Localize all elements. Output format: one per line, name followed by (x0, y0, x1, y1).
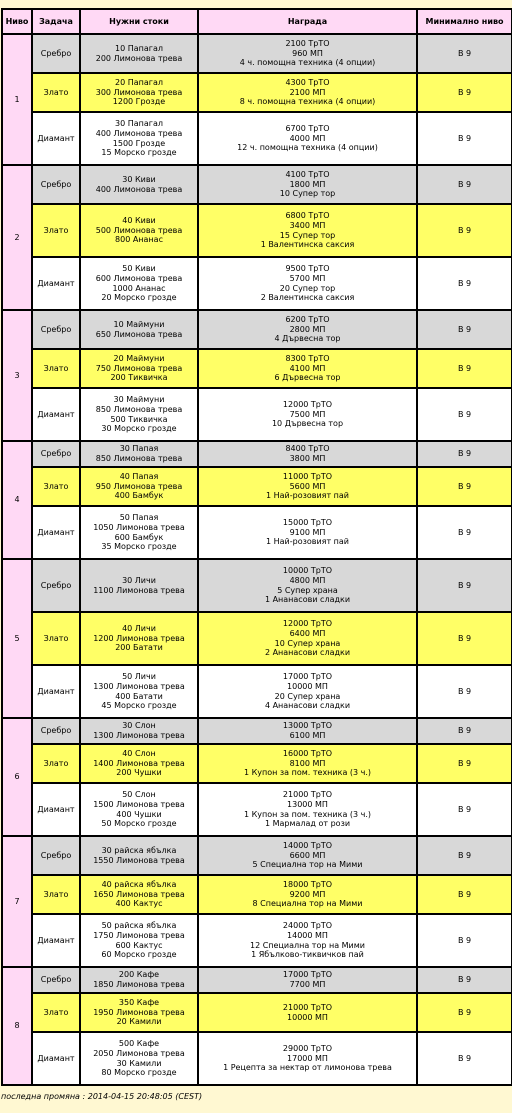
task-row (2, 744, 512, 783)
reward-item: 12 ч. помощна техника (4 опции) (237, 143, 378, 153)
task-row (2, 718, 512, 744)
goods-item: 1050 Лимонова трева (93, 522, 185, 532)
reward-cell (198, 204, 417, 257)
goods-item: 800 Ананас (115, 235, 163, 245)
goods-item: 60 Морско грозде (101, 950, 177, 960)
task-cell: Диамант (32, 914, 80, 967)
goods-item: 10 Маймуни (113, 319, 165, 329)
reward-item: 960 МП (292, 48, 323, 58)
goods-cell (80, 165, 198, 204)
task-row (2, 612, 512, 665)
goods-item: 200 Тиквичка (110, 373, 168, 383)
reward-cell (198, 744, 417, 783)
task-row (2, 310, 512, 349)
reward-cell (198, 783, 417, 836)
goods-item: 30 Киви (122, 174, 156, 184)
reward-item: 4000 МП (289, 133, 326, 143)
goods-item: 1300 Лимонова трева (93, 681, 185, 691)
reward-item: 2 Валентинска саксия (260, 293, 355, 303)
reward-item: 13000 МП (287, 799, 328, 809)
goods-item: 1000 Ананас (112, 283, 166, 293)
task-row (2, 914, 512, 967)
goods-item: 10 Папагал (115, 43, 163, 53)
min-level-cell: В 9 (417, 559, 512, 612)
reward-item: 6 Дървесна тор (274, 373, 341, 383)
goods-cell (80, 783, 198, 836)
goods-item: 15 Морско грозде (101, 148, 177, 158)
task-row (2, 1032, 512, 1085)
header-goods: Нужни стоки (80, 9, 198, 34)
header-row (2, 9, 512, 34)
reward-cell (198, 1032, 417, 1085)
min-level-cell: В 9 (417, 967, 512, 993)
goods-cell (80, 875, 198, 914)
goods-item: 1500 Лимонова трева (93, 799, 185, 809)
goods-item: 40 Личи (122, 623, 156, 633)
reward-item: 13000 ТрТО (282, 721, 333, 731)
goods-item: 30 Морско грозде (101, 424, 177, 434)
reward-cell (198, 914, 417, 967)
min-level-cell: В 9 (417, 914, 512, 967)
task-row (2, 34, 512, 73)
reward-cell (198, 993, 417, 1032)
min-level-cell: В 9 (417, 112, 512, 165)
goods-item: 50 Личи (122, 672, 156, 682)
goods-cell (80, 467, 198, 506)
reward-cell (198, 388, 417, 441)
header-task: Задача (32, 9, 80, 34)
goods-item: 500 Лимонова трева (95, 225, 183, 235)
reward-item: 3800 МП (289, 454, 326, 463)
reward-item: 7500 МП (289, 409, 326, 419)
reward-item: 9500 ТрТО (285, 264, 330, 274)
goods-item: 400 Бамбук (114, 491, 164, 501)
reward-item: 1 Най-розовият пай (265, 537, 350, 547)
reward-item: 12 Специална тор на Мими (250, 940, 365, 950)
goods-item: 40 Папая (119, 471, 159, 481)
reward-cell (198, 349, 417, 388)
goods-item: 1850 Лимонова трева (93, 980, 185, 989)
goods-cell (80, 112, 198, 165)
min-level-cell: В 9 (417, 467, 512, 506)
goods-item: 600 Кактус (115, 940, 163, 950)
goods-item: 20 Камили (116, 1017, 162, 1027)
reward-item: 1 Ананасови сладки (264, 595, 351, 605)
reward-item: 18000 ТрТО (282, 879, 333, 889)
header-min-level: Минимално ниво (417, 9, 512, 34)
goods-item: 30 Камили (116, 1058, 162, 1068)
task-cell: Диамант (32, 388, 80, 441)
goods-cell (80, 836, 198, 875)
reward-cell (198, 559, 417, 612)
reward-item: 6200 ТрТО (285, 314, 330, 324)
min-level-cell: В 9 (417, 506, 512, 559)
reward-item: 10 Супер тор (279, 189, 336, 199)
reward-item: 1 Валентинска саксия (260, 240, 355, 250)
reward-item: 2800 МП (289, 324, 326, 334)
reward-item: 11000 ТрТО (282, 471, 333, 481)
goods-item: 500 Тиквичка (110, 414, 168, 424)
task-row (2, 506, 512, 559)
min-level-cell: В 9 (417, 1032, 512, 1085)
reward-item: 10000 МП (287, 1012, 328, 1022)
min-level-cell: В 9 (417, 993, 512, 1032)
goods-item: 40 Киви (122, 215, 156, 225)
reward-item: 5 Супер храна (277, 585, 338, 595)
goods-item: 50 Киви (122, 264, 156, 274)
level-cell: 5 (2, 559, 32, 718)
reward-item: 1 Най-розовият пай (265, 491, 350, 501)
goods-cell (80, 559, 198, 612)
reward-item: 17000 ТрТО (282, 672, 333, 682)
reward-item: 10000 ТрТО (282, 566, 333, 576)
goods-cell (80, 665, 198, 718)
goods-item: 30 райска ябълка (101, 845, 177, 855)
task-row (2, 967, 512, 993)
goods-item: 200 Кафе (118, 970, 160, 980)
goods-item: 850 Лимонова трева (95, 454, 183, 463)
reward-item: 7700 МП (289, 980, 326, 989)
reward-item: 8400 ТрТО (285, 444, 330, 454)
reward-item: 4 Ананасови сладки (264, 701, 351, 711)
goods-item: 650 Лимонова трева (95, 329, 183, 339)
reward-item: 21000 ТрТО (282, 790, 333, 800)
min-level-cell: В 9 (417, 612, 512, 665)
task-cell: Злато (32, 204, 80, 257)
task-row (2, 993, 512, 1032)
reward-item: 9200 МП (289, 889, 326, 899)
min-level-cell: В 9 (417, 836, 512, 875)
reward-item: 14000 ТрТО (282, 840, 333, 850)
min-level-cell: В 9 (417, 665, 512, 718)
goods-cell (80, 73, 198, 112)
goods-item: 350 Кафе (118, 997, 160, 1007)
reward-item: 6700 ТрТО (285, 123, 330, 133)
task-cell: Сребро (32, 718, 80, 744)
task-cell: Злато (32, 467, 80, 506)
goods-cell (80, 967, 198, 993)
reward-item: 1 Ябълково-тиквичков пай (251, 950, 364, 960)
reward-item: 1 Рецепта за нектар от лимонова трева (223, 1063, 392, 1073)
reward-item: 24000 ТрТО (282, 921, 333, 931)
goods-item: 50 райска ябълка (101, 921, 177, 931)
task-cell: Сребро (32, 836, 80, 875)
reward-cell (198, 665, 417, 718)
reward-item: 15 Супер тор (279, 230, 336, 240)
min-level-cell: В 9 (417, 744, 512, 783)
goods-cell (80, 1032, 198, 1085)
goods-item: 1200 Лимонова трева (93, 633, 185, 643)
goods-item: 600 Бамбук (114, 532, 164, 542)
goods-item: 950 Лимонова трева (95, 481, 183, 491)
reward-item: 2 Ананасови сладки (264, 648, 351, 658)
reward-item: 5600 МП (289, 481, 326, 491)
reward-item: 8300 ТрТО (285, 353, 330, 363)
task-cell: Сребро (32, 34, 80, 73)
reward-item: 10000 МП (287, 681, 328, 691)
goods-item: 1300 Лимонова трева (93, 731, 185, 740)
goods-item: 500 Кафе (118, 1039, 160, 1049)
reward-item: 4800 МП (289, 575, 326, 585)
min-level-cell: В 9 (417, 388, 512, 441)
level-cell: 2 (2, 165, 32, 310)
reward-item: 8100 МП (289, 758, 326, 768)
goods-cell (80, 914, 198, 967)
goods-item: 35 Морско грозде (101, 542, 177, 552)
reward-item: 4100 ТрТО (285, 169, 330, 179)
task-cell: Сребро (32, 441, 80, 467)
goods-item: 30 Маймуни (113, 395, 165, 405)
min-level-cell: В 9 (417, 310, 512, 349)
min-level-cell: В 9 (417, 257, 512, 310)
quest-table (1, 8, 512, 1086)
goods-item: 30 Папагал (115, 119, 163, 129)
reward-cell (198, 441, 417, 467)
goods-item: 1400 Лимонова трева (93, 758, 185, 768)
reward-item: 20 Супер храна (274, 691, 341, 701)
goods-item: 30 Личи (122, 575, 156, 585)
reward-item: 4 ч. помощна техника (4 опции) (239, 58, 376, 68)
goods-item: 200 Чушки (116, 768, 162, 778)
task-cell: Злато (32, 744, 80, 783)
goods-item: 40 Слон (122, 748, 156, 758)
reward-cell (198, 310, 417, 349)
reward-cell (198, 718, 417, 744)
reward-item: 3400 МП (289, 220, 326, 230)
task-row (2, 783, 512, 836)
goods-item: 45 Морско грозде (101, 701, 177, 711)
task-cell: Диамант (32, 783, 80, 836)
reward-cell (198, 165, 417, 204)
reward-cell (198, 506, 417, 559)
reward-item: 1 Купон за пом. техника (3 ч.) (243, 768, 372, 778)
goods-item: 850 Лимонова трева (95, 404, 183, 414)
min-level-cell: В 9 (417, 349, 512, 388)
goods-item: 600 Лимонова трева (95, 273, 183, 283)
task-cell: Злато (32, 875, 80, 914)
goods-item: 1200 Грозде (112, 97, 166, 107)
goods-cell (80, 204, 198, 257)
goods-item: 20 Маймуни (113, 353, 165, 363)
goods-item: 200 Лимонова трева (95, 53, 183, 63)
reward-item: 4 Дървесна тор (274, 334, 341, 344)
reward-item: 21000 ТрТО (282, 1002, 333, 1012)
reward-item: 10 Супер храна (274, 638, 341, 648)
task-cell: Злато (32, 993, 80, 1032)
reward-item: 8 ч. помощна техника (4 опции) (239, 97, 376, 107)
goods-item: 400 Батати (115, 691, 163, 701)
min-level-cell: В 9 (417, 718, 512, 744)
task-row (2, 204, 512, 257)
reward-cell (198, 34, 417, 73)
goods-item: 30 Слон (122, 721, 156, 731)
min-level-cell: В 9 (417, 441, 512, 467)
reward-item: 14000 МП (287, 930, 328, 940)
goods-item: 20 Папагал (115, 77, 163, 87)
goods-cell (80, 349, 198, 388)
goods-item: 2050 Лимонова трева (93, 1048, 185, 1058)
goods-item: 400 Чушки (116, 809, 162, 819)
goods-item: 1500 Грозде (112, 138, 166, 148)
goods-item: 300 Лимонова трева (95, 87, 183, 97)
reward-item: 5 Специална тор на Мими (252, 860, 363, 870)
goods-item: 1650 Лимонова трева (93, 889, 185, 899)
task-cell: Диамант (32, 257, 80, 310)
reward-item: 17000 МП (287, 1053, 328, 1063)
level-cell: 8 (2, 967, 32, 1085)
reward-cell (198, 875, 417, 914)
task-row (2, 388, 512, 441)
task-row (2, 836, 512, 875)
reward-item: 1 Мармалад от рози (264, 819, 351, 829)
reward-cell (198, 112, 417, 165)
level-cell: 6 (2, 718, 32, 836)
goods-item: 50 Морско грозде (101, 819, 177, 829)
goods-item: 400 Кактус (115, 899, 163, 909)
reward-item: 5700 МП (289, 273, 326, 283)
goods-item: 400 Лимонова трева (95, 184, 183, 194)
task-row (2, 165, 512, 204)
goods-item: 20 Морско грозде (101, 293, 177, 303)
task-row (2, 665, 512, 718)
min-level-cell: В 9 (417, 34, 512, 73)
goods-item: 750 Лимонова трева (95, 363, 183, 373)
goods-cell (80, 441, 198, 467)
reward-item: 1800 МП (289, 179, 326, 189)
goods-cell (80, 744, 198, 783)
reward-item: 4100 МП (289, 363, 326, 373)
goods-item: 1750 Лимонова трева (93, 930, 185, 940)
goods-item: 400 Лимонова трева (95, 128, 183, 138)
task-cell: Диамант (32, 1032, 80, 1085)
reward-cell (198, 257, 417, 310)
reward-item: 6400 МП (289, 628, 326, 638)
reward-item: 12000 ТрТО (282, 619, 333, 629)
reward-item: 10 Дървесна тор (271, 419, 344, 429)
task-cell: Сребро (32, 165, 80, 204)
level-cell: 4 (2, 441, 32, 559)
goods-item: 50 Слон (122, 790, 156, 800)
reward-cell (198, 73, 417, 112)
reward-item: 29000 ТрТО (282, 1043, 333, 1053)
task-cell: Сребро (32, 967, 80, 993)
task-cell: Диамант (32, 665, 80, 718)
task-row (2, 257, 512, 310)
reward-item: 6800 ТрТО (285, 211, 330, 221)
goods-cell (80, 718, 198, 744)
task-cell: Диамант (32, 112, 80, 165)
reward-item: 12000 ТрТО (282, 399, 333, 409)
goods-cell (80, 612, 198, 665)
goods-item: 30 Папая (119, 444, 159, 454)
reward-cell (198, 967, 417, 993)
reward-cell (198, 612, 417, 665)
goods-cell (80, 506, 198, 559)
header-level: Ниво (2, 9, 32, 34)
task-row (2, 73, 512, 112)
task-row (2, 559, 512, 612)
min-level-cell: В 9 (417, 875, 512, 914)
reward-item: 2100 ТрТО (285, 38, 330, 48)
last-modified: последна промяна : 2014-04-15 20:48:05 (CEST) (1, 1092, 203, 1101)
goods-cell (80, 388, 198, 441)
reward-item: 16000 ТрТО (282, 748, 333, 758)
task-cell: Диамант (32, 506, 80, 559)
level-cell: 3 (2, 310, 32, 441)
reward-item: 20 Супер тор (279, 283, 336, 293)
min-level-cell: В 9 (417, 73, 512, 112)
task-cell: Злато (32, 612, 80, 665)
task-cell: Злато (32, 73, 80, 112)
task-row (2, 112, 512, 165)
goods-item: 40 райска ябълка (101, 879, 177, 889)
goods-item: 80 Морско грозде (101, 1068, 177, 1078)
level-cell: 1 (2, 34, 32, 165)
reward-item: 6600 МП (289, 850, 326, 860)
task-cell: Сребро (32, 559, 80, 612)
goods-item: 1950 Лимонова трева (93, 1007, 185, 1017)
task-row (2, 349, 512, 388)
goods-item: 1100 Лимонова трева (93, 585, 185, 595)
goods-item: 1550 Лимонова трева (93, 855, 185, 865)
reward-cell (198, 836, 417, 875)
reward-item: 17000 ТрТО (282, 970, 333, 980)
task-row (2, 441, 512, 467)
goods-cell (80, 993, 198, 1032)
reward-item: 4300 ТрТО (285, 77, 330, 87)
reward-cell (198, 467, 417, 506)
header-reward: Награда (198, 9, 417, 34)
level-cell: 7 (2, 836, 32, 967)
reward-item: 15000 ТрТО (282, 517, 333, 527)
task-cell: Сребро (32, 310, 80, 349)
task-row (2, 875, 512, 914)
goods-item: 200 Батати (115, 643, 163, 653)
min-level-cell: В 9 (417, 783, 512, 836)
goods-item: 50 Папая (119, 513, 159, 523)
reward-item: 6100 МП (289, 731, 326, 740)
goods-cell (80, 257, 198, 310)
reward-item: 1 Купон за пом. техника (3 ч.) (243, 809, 372, 819)
goods-cell (80, 34, 198, 73)
task-cell: Злато (32, 349, 80, 388)
min-level-cell: В 9 (417, 165, 512, 204)
reward-item: 2100 МП (289, 87, 326, 97)
task-row (2, 467, 512, 506)
reward-item: 8 Специална тор на Мими (252, 899, 363, 909)
min-level-cell: В 9 (417, 204, 512, 257)
goods-cell (80, 310, 198, 349)
reward-item: 9100 МП (289, 527, 326, 537)
